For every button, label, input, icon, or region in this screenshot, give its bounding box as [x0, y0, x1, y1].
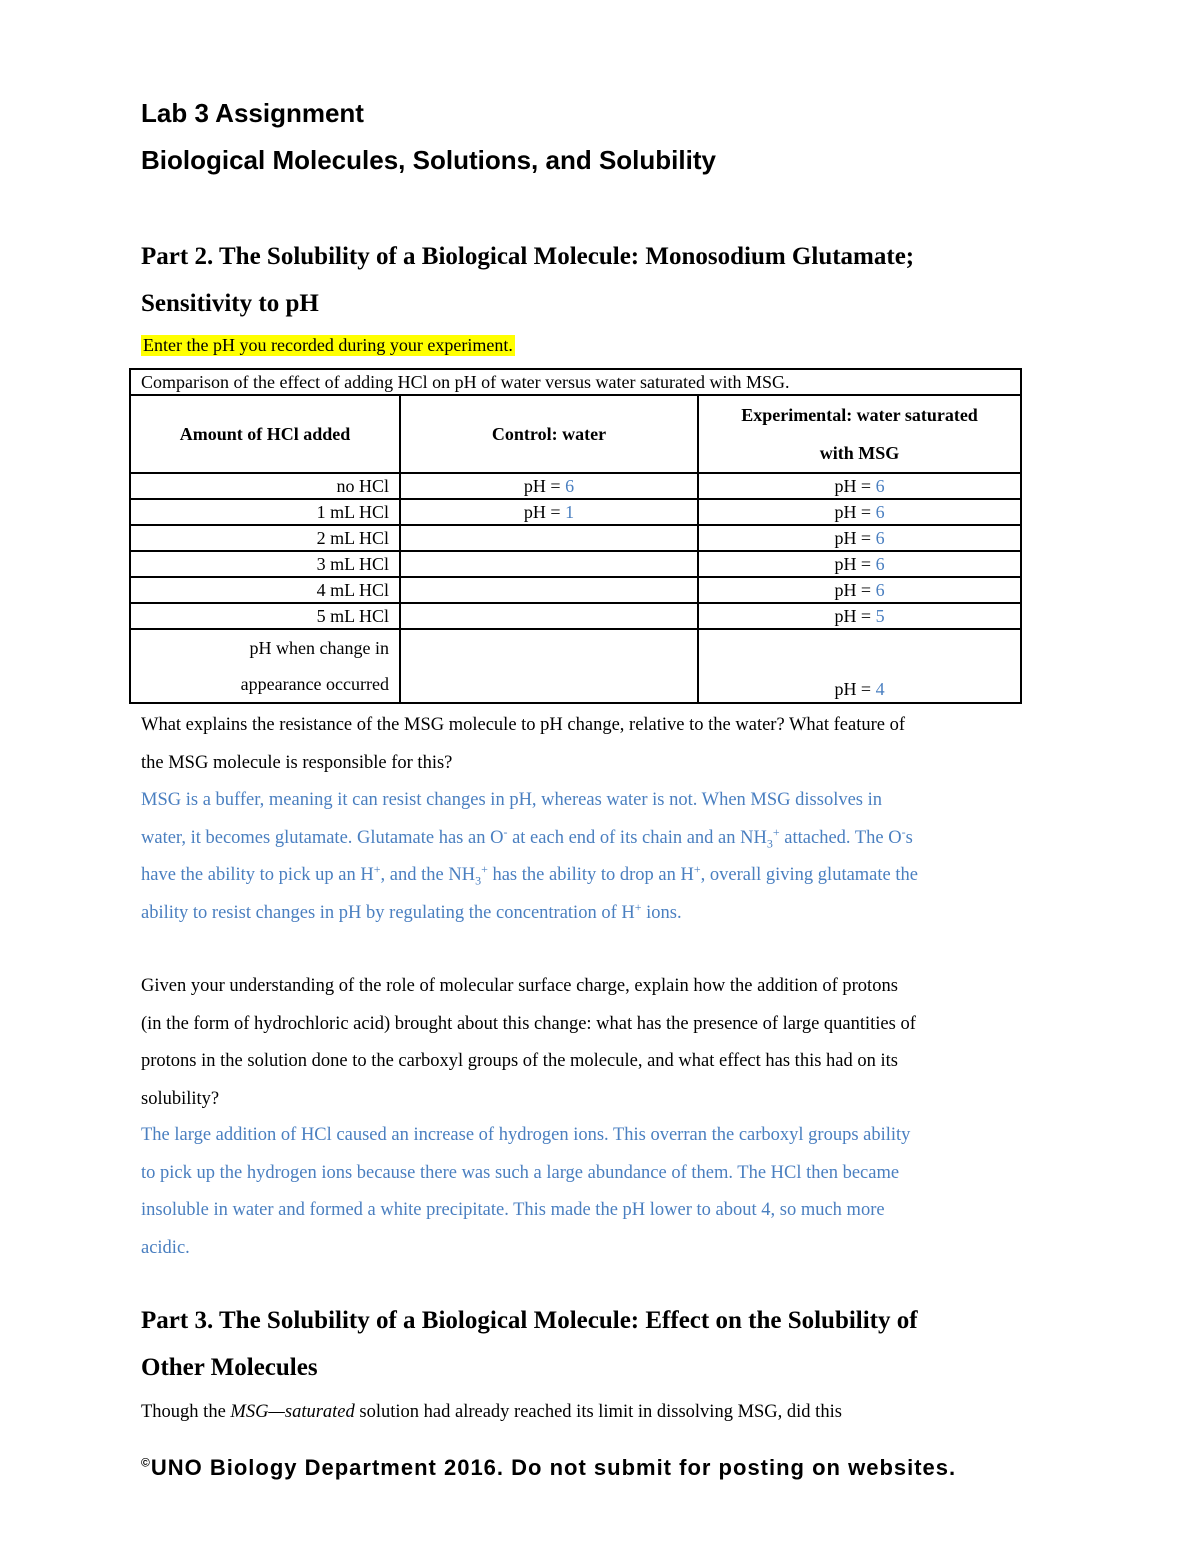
cell-experimental [698, 603, 1021, 629]
superscript: - [503, 824, 508, 839]
question-2 [141, 968, 1061, 1118]
text-run: water, it becomes glutamate. Glutamate has an O [141, 827, 504, 848]
text-run: ions. [641, 902, 682, 923]
cell-amount: no HCl [130, 473, 400, 499]
cell-control [400, 577, 698, 603]
part2-heading-line1: Part 2. The Solubility of a Biological Molecule: Monosodium Glutamate; [141, 243, 915, 270]
header-experimental [698, 395, 1021, 473]
ph-prefix: pH = [834, 527, 876, 548]
text-run: ability to resist changes in pH by regulating the concentration of H [141, 902, 635, 923]
ph-prefix: pH = [834, 553, 876, 574]
superscript: + [373, 861, 381, 876]
ph-prefix: pH = [834, 679, 876, 699]
table-row [130, 473, 1021, 499]
copyright-footer [141, 1455, 956, 1481]
table-caption: Comparison of the effect of adding HCl on pH of water versus water saturated with MSG. [130, 369, 1021, 395]
part3-heading-line2: Other Molecules [141, 1354, 318, 1381]
answer-1-line4 [141, 895, 1061, 933]
table-row [130, 551, 1021, 577]
copyright-symbol: © [141, 1455, 151, 1470]
cell-control [400, 499, 698, 525]
answer-1-line3 [141, 857, 1061, 895]
ph-value: 6 [875, 553, 885, 574]
part3-heading-line1: Part 3. The Solubility of a Biological Molecule: Effect on the Solubility of [141, 1307, 918, 1334]
text-run: have the ability to pick up an H [141, 865, 374, 885]
ph-prefix: pH = [834, 501, 876, 522]
cell-control [400, 551, 698, 577]
cell-experimental [698, 473, 1021, 499]
part2-heading-line2: Sensitivity to pH [141, 290, 319, 317]
table-row [130, 577, 1021, 603]
cell-amount: 5 mL HCl [130, 603, 400, 629]
cell-experimental [698, 551, 1021, 577]
cell-change-amount [130, 629, 400, 703]
cell-control [400, 473, 698, 499]
cell-control [400, 603, 698, 629]
cell-amount: 4 mL HCl [130, 577, 400, 603]
superscript: - [901, 824, 906, 839]
superscript: + [693, 861, 701, 876]
text-run: attached. The O [779, 827, 902, 848]
subscript: 3 [475, 873, 482, 888]
text-run: s [905, 827, 913, 848]
change-amount-line1: pH when change in [249, 638, 389, 658]
text-run: Though the [141, 1402, 231, 1422]
footer-text: UNO Biology Department 2016. Do not submit for posting on websites. [150, 1455, 957, 1480]
table-row-change [130, 629, 1021, 703]
answer-1 [141, 782, 1061, 932]
question-2-line4: solubility? [141, 1088, 220, 1109]
part3-intro [141, 1394, 1061, 1432]
text-run: has the ability to drop an H [487, 865, 694, 885]
ph-value: 6 [565, 475, 575, 496]
ph-value: 6 [875, 475, 885, 496]
cell-change-control [400, 629, 698, 703]
answer-2-line4: acidic. [141, 1237, 190, 1258]
cell-experimental [698, 499, 1021, 525]
ph-prefix: pH = [523, 501, 566, 522]
change-amount-line2: appearance occurred [240, 674, 389, 694]
text-run: , and the NH [380, 865, 476, 885]
ph-prefix: pH = [834, 579, 876, 600]
header-experimental-line2: with MSG [819, 443, 900, 463]
table-row [130, 499, 1021, 525]
cell-amount: 3 mL HCl [130, 551, 400, 577]
subscript: 3 [766, 836, 773, 851]
question-1-line1: What explains the resistance of the MSG molecule to pH change, relative to the water? What feature of [141, 715, 906, 735]
superscript: + [772, 824, 780, 839]
ph-prefix: pH = [834, 605, 876, 626]
ph-comparison-table [129, 368, 1022, 704]
ph-prefix: pH = [834, 475, 876, 496]
header-experimental-line1: Experimental: water saturated [741, 405, 978, 425]
answer-2-line3: insoluble in water and formed a white precipitate. This made the pH lower to about 4, so much more [141, 1200, 885, 1220]
answer-2 [141, 1117, 1061, 1267]
ph-value: 6 [875, 579, 885, 600]
header-amount: Amount of HCl added [130, 395, 400, 473]
cell-experimental [698, 525, 1021, 551]
ph-value: 6 [875, 527, 885, 548]
ph-value: 5 [875, 605, 885, 626]
question-2-line1: Given your understanding of the role of molecular surface charge, explain how the addition of protons [141, 976, 898, 996]
text-run: , overall giving glutamate the [700, 865, 918, 885]
cell-experimental [698, 577, 1021, 603]
question-2-line2: (in the form of hydrochloric acid) brought about this change: what has the presence of large quantities of [141, 1013, 916, 1034]
question-1 [141, 707, 1061, 782]
answer-2-line1: The large addition of HCl caused an increase of hydrogen ions. This overran the carboxyl groups ability [141, 1125, 911, 1145]
table-row [130, 603, 1021, 629]
cell-control [400, 525, 698, 551]
superscript: + [481, 861, 488, 876]
ph-value: 4 [875, 679, 885, 699]
lab-subtitle: Biological Molecules, Solutions, and Solubility [141, 145, 716, 175]
answer-1-line1: MSG is a buffer, meaning it can resist changes in pH, whereas water is not. When MSG dissolves in [141, 790, 883, 810]
lab-title: Lab 3 Assignment [141, 98, 364, 128]
answer-2-line2: to pick up the hydrogen ions because there was such a large abundance of them. The HCl then became [141, 1162, 900, 1183]
ph-value: 1 [565, 501, 575, 522]
answer-1-line2 [141, 820, 1061, 858]
cell-amount: 1 mL HCl [130, 499, 400, 525]
italic-term: MSG—saturated [230, 1402, 355, 1422]
text-run: solution had already reached its limit in dissolving MSG, did this [354, 1402, 842, 1422]
header-control: Control: water [400, 395, 698, 473]
superscript: + [634, 899, 642, 914]
ph-prefix: pH = [523, 475, 566, 496]
text-run: at each end of its chain and an NH [507, 827, 767, 848]
highlighted-instruction: Enter the pH you recorded during your experiment. [143, 335, 513, 355]
question-1-line2: the MSG molecule is responsible for this? [141, 752, 453, 773]
cell-amount: 2 mL HCl [130, 525, 400, 551]
table-row [130, 525, 1021, 551]
question-2-line3: protons in the solution done to the carboxyl groups of the molecule, and what effect has this had on its [141, 1051, 898, 1071]
ph-value: 6 [875, 501, 885, 522]
cell-change-experimental [698, 629, 1021, 703]
